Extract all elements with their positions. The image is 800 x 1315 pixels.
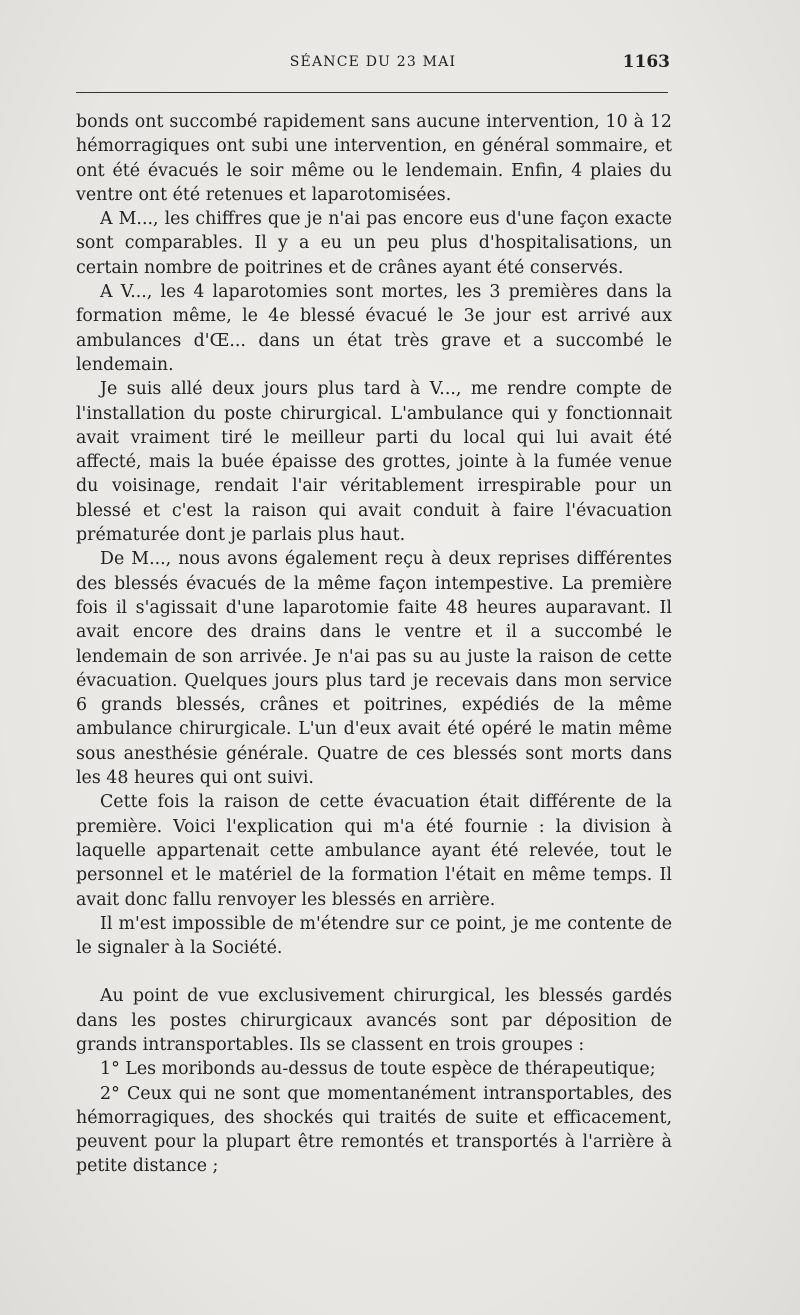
paragraph: A M..., les chiffres que je n'ai pas encore eus d'une façon exacte sont comparables. Il y a eu un peu plus d'hospitalisations, un certain nombre de poitrines et de crânes ayant été conservés.	[76, 209, 672, 278]
paragraph: Il m'est impossible de m'étendre sur ce point, je me contente de le signaler à la Société.	[76, 913, 672, 959]
header-rule	[76, 92, 668, 93]
paragraph: bonds ont succombé rapidement sans aucune intervention, 10 à 12 hémorragiques ont subi une intervention, en général sommaire, et ont été évacués le soir même ou le lendemain. Enfin, 4 plaies du ventre ont été retenues et laparotomisées.	[76, 112, 672, 205]
paragraph: Je suis allé deux jours plus tard à V..., me rendre compte de l'installation du poste chirurgical. L'ambulance qui y fonctionnait avait vraiment tiré le meilleur parti du local qui lui avait été affecté, mais la buée épaisse des grottes, jointe à la fumée venue du voisinage, rendait l'air véritablement irrespirable pour un blessé et c'est la raison qui avait conduit à faire l'évacuation prématurée dont je parlais plus haut.	[76, 379, 672, 546]
paragraph: De M..., nous avons également reçu à deux reprises différentes des blessés évacués de la même façon intempestive. La première fois il s'agissait d'une laparotomie faite 48 heures auparavant. Il avait encore des drains dans le ventre et il a succombé le lendemain de son arrivée. Je n'ai pas su au juste la raison de cette évacuation. Quelques jours plus tard je recevais dans mon service 6 grands blessés, crânes et poitrines, expédiés de la même ambulance chirurgicale. L'un d'eux avait été opéré le matin même sous anesthésie générale. Quatre de ces blessés sont morts dans les 48 heures qui ont suivi.	[76, 549, 672, 789]
list-item: 2° Ceux qui ne sont que momentanément intransportables, des hémorragiques, des shockés qui traités de suite et efficacement, peuvent pour la plupart être remontés et transportés à l'arrière à petite distance ;	[76, 1083, 672, 1177]
paragraph: Au point de vue exclusivement chirurgical, les blessés gardés dans les postes chirurgicaux avancés sont par déposition de grands intransportables. Ils se classent en trois groupes :	[76, 986, 672, 1055]
running-title: SÉANCE DU 23 MAI	[289, 54, 457, 70]
paragraph: Cette fois la raison de cette évacuation était différente de la première. Voici l'explication qui m'a été fournie : la division à laquelle appartenait cette ambulance ayant été relevée, tout le personnel et le matériel de la formation l'était en même temps. Il avait donc fallu renvoyer les blessés en arrière.	[76, 792, 672, 910]
list-item: 1° Les moribonds au-dessus de toute espèce de thérapeutique;	[100, 1059, 656, 1080]
page-header	[76, 52, 670, 76]
paragraph: A V..., les 4 laparotomies sont mortes, les 3 premières dans la formation même, le 4e blessé évacué le 3e jour est arrivé aux ambulances d'Œ... dans un état très grave et a succombé le lendemain.	[76, 282, 672, 375]
page-number: 1163	[622, 52, 670, 72]
body-text	[76, 110, 672, 1179]
